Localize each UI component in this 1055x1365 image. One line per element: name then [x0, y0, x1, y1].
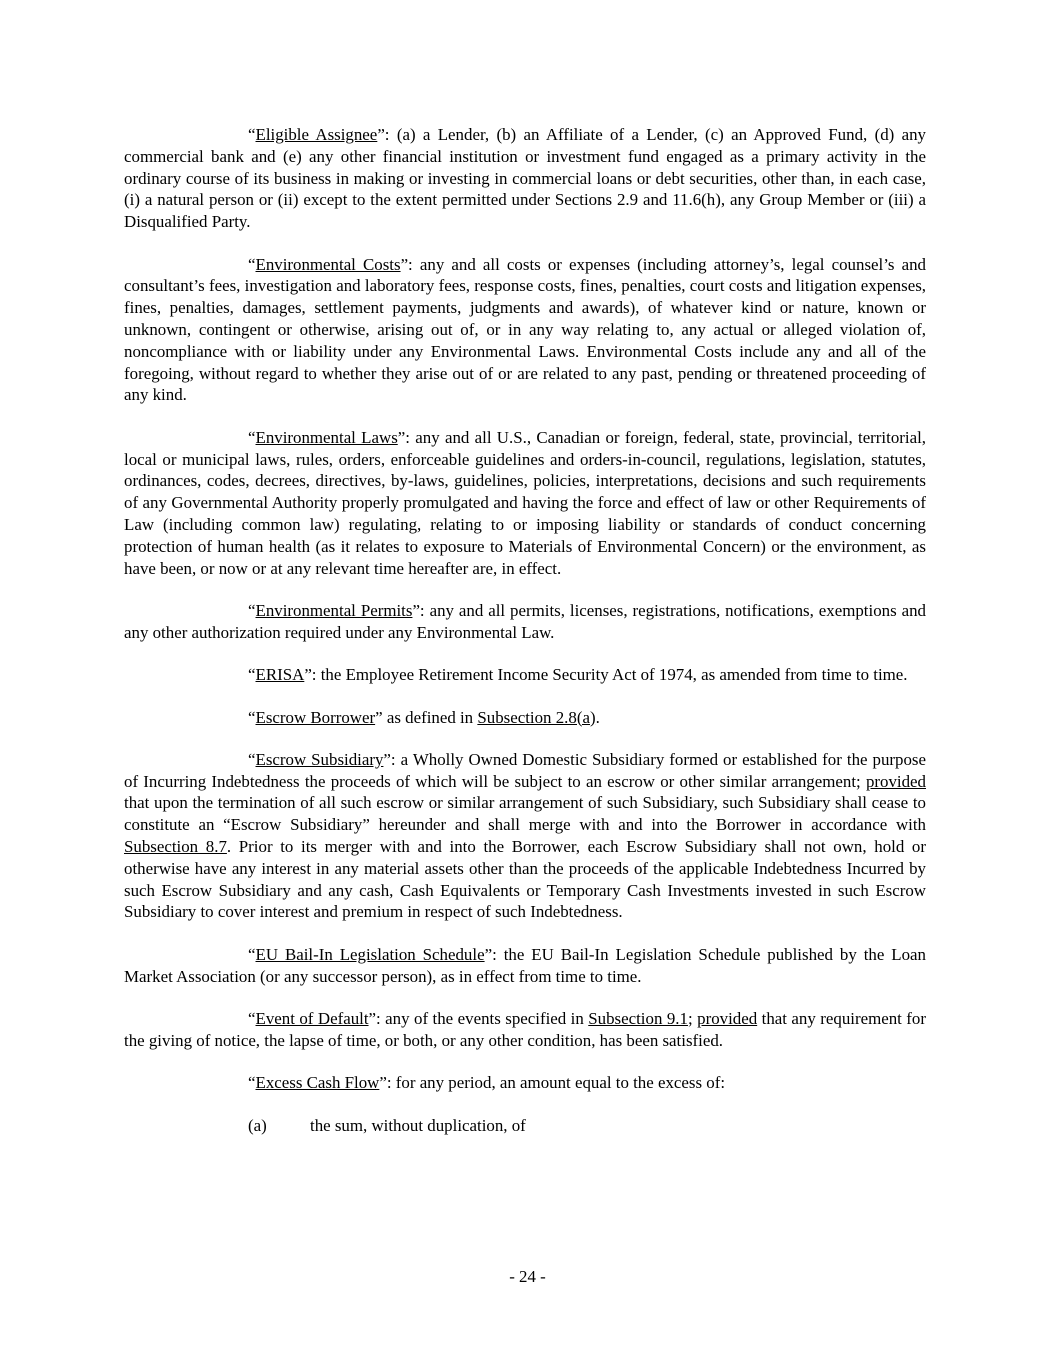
underlined-term: Escrow Borrower — [255, 707, 376, 727]
definition-text: ”: a Wholly Owned Domestic Subsidiary formed or established for the purpose of Incurring Indebtedness the proceeds of which will be subject to an escrow or other similar arrangement; — [124, 749, 926, 791]
definition-text: “ — [248, 125, 256, 144]
underlined-term: Eligible Assignee — [255, 125, 378, 144]
definition-text: ”: (a) a Lender, (b) an Affiliate of a Lender, (c) an Approved Fund, (d) any commercial bank and (e) any other financial institution or investment fund engaged as a primary activity in the ordinary course of its business in making or investing in commercial loans or debt securities, other than, in each case, (i) a natural person or (ii) except to the extent permitted under Sections 2.9 and 11.6(h), any Group Member or (iii) a Disqualified Party. — [124, 125, 926, 232]
underlined-term: provided — [865, 771, 926, 791]
definition-text: “ — [248, 665, 256, 685]
definition-paragraph — [124, 944, 926, 988]
definition-text: ; — [687, 1009, 698, 1029]
document-page — [124, 124, 926, 1136]
page-number: - 24 - — [509, 1267, 546, 1286]
definition-text: “ — [248, 600, 256, 620]
underlined-term: EU Bail-In Legislation Schedule — [255, 944, 485, 964]
definition-paragraph — [124, 124, 926, 233]
underlined-term: Event of Default — [255, 1009, 369, 1029]
list-item-text: the sum, without duplication, of — [310, 1115, 526, 1135]
underlined-term: Escrow Subsidiary — [255, 749, 384, 769]
definition-text: “ — [248, 1073, 256, 1093]
definition-text: . Prior to its merger with and into the Borrower, each Escrow Subsidiary shall not own, hold or otherwise have any interest in any material assets other than the proceeds of the applicable Indebtedness Incurred by such Escrow Subsidiary and any cash, Cash Equivalents or Temporary Cash Investments invested in such Escrow Subsidiary to cover interest and premium in respect of such Indebtedness. — [124, 837, 927, 922]
definition-paragraph — [124, 749, 926, 923]
underlined-term: provided — [697, 1009, 758, 1029]
definition-text: ”: the Employee Retirement Income Security Act of 1974, as amended from time to time. — [304, 665, 908, 685]
definition-text: . — [595, 707, 600, 727]
underlined-term: Subsection 9.1 — [588, 1009, 688, 1029]
definition-text: that upon the termination of all such escrow or similar arrangement of such Subsidiary, such Subsidiary shall cease to constitute an “Escrow Subsidiary” hereunder and shall merge with and into the Borrower in accordance with — [124, 793, 926, 835]
underlined-term: Environmental Permits — [255, 600, 413, 620]
definitions-list — [124, 124, 926, 1094]
definition-text: ”: for any period, an amount equal to the excess of: — [379, 1073, 726, 1093]
definition-text: “ — [248, 1009, 256, 1029]
underlined-term: Environmental Laws — [255, 427, 398, 447]
definition-paragraph — [124, 664, 926, 686]
definition-text: that any requirement for the giving of notice, the lapse of time, or both, or any other condition, has been satisfied. — [124, 1009, 927, 1050]
underlined-term: Subsection 8.7 — [124, 837, 227, 857]
definition-text: “ — [248, 707, 256, 727]
definition-text: ”: any and all permits, licenses, registrations, notifications, exemptions and any other authorization required under any Environmental Law. — [124, 600, 926, 642]
definition-paragraph — [124, 707, 926, 729]
definition-text: ”: the EU Bail-In Legislation Schedule published by the Loan Market Association (or any successor person), as in effect from time to time. — [124, 944, 926, 986]
definition-text: ”: any and all U.S., Canadian or foreign, federal, state, provincial, territorial, local or municipal laws, rules, orders, enforceable guidelines and orders-in-council, regulations, legislation, statutes, ordinances, codes, decrees, directives, by-laws, guidelines, policies, interpretations, decisions and such requirements of any Governmental Authority properly promulgated and having the force and effect of law or other Requirements of Law (including common law) regulating, relating to or imposing liability or standards of conduct concerning protection of human health (as it relates to exposure to Materials of Environmental Concern) or the environment, as have been, or now or at any relevant time hereafter are, in effect. — [124, 427, 926, 578]
underlined-term: ERISA — [255, 665, 305, 685]
definition-paragraph — [124, 427, 926, 580]
definition-text: “ — [248, 944, 256, 964]
underlined-term: Excess Cash Flow — [255, 1073, 380, 1093]
definition-text: ” as defined in — [375, 707, 478, 727]
underlined-term: Subsection 2.8(a) — [477, 707, 596, 727]
definition-text: “ — [248, 749, 256, 769]
list-item-marker: (a) — [248, 1115, 267, 1135]
definition-paragraph — [124, 600, 926, 644]
definition-paragraph — [124, 1008, 926, 1052]
definition-text: “ — [248, 254, 256, 274]
definition-text: “ — [248, 427, 256, 447]
definition-paragraph — [124, 1072, 926, 1094]
definition-paragraph — [124, 254, 926, 407]
list-item — [124, 1115, 926, 1137]
definition-text: ”: any and all costs or expenses (including attorney’s, legal counsel’s and consultant’s fees, investigation and laboratory fees, response costs, fines, penalties, court costs and litigation expenses, fines, penalties, damages, settlement payments, judgments and awards), of whatever kind or nature, known or unknown, contingent or otherwise, arising out of, or in any way relating to, any actual or alleged violation of, noncompliance with or liability under any Environmental Laws. Environmental Costs include any and all of the foregoing, without regard to whether they arise out of or are related to any past, pending or threatened proceeding of any kind. — [124, 254, 926, 405]
definition-text: ”: any of the events specified in — [368, 1009, 589, 1029]
underlined-term: Environmental Costs — [255, 254, 401, 274]
